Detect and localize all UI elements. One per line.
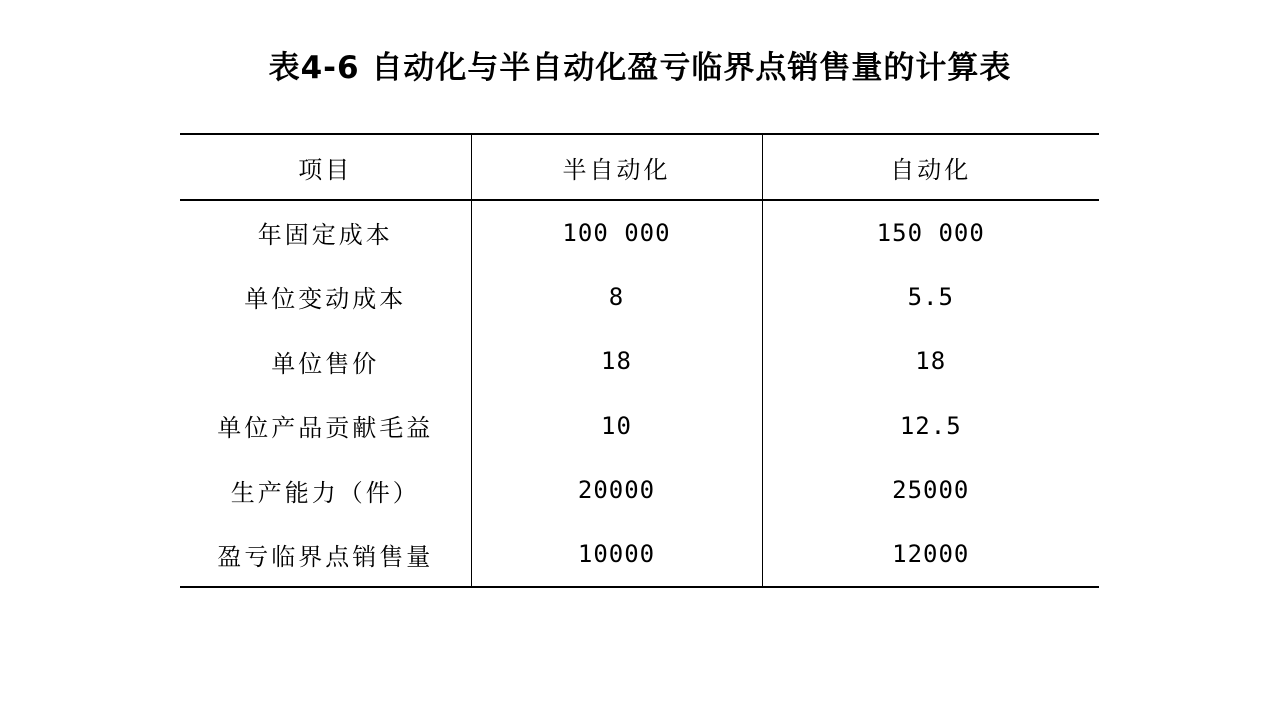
automatic-value: 150 000 — [876, 218, 985, 247]
header-automatic: 自动化 — [890, 155, 972, 184]
table-row — [180, 265, 1099, 330]
row-label: 单位变动成本 — [180, 265, 471, 330]
table-header-row — [180, 134, 1099, 200]
semi-automatic-value: 8 — [471, 265, 762, 330]
semi-automatic-value: 18 — [471, 329, 762, 394]
automatic-value: 5.5 — [907, 282, 954, 311]
table-row — [180, 523, 1099, 588]
row-label: 盈亏临界点销售量 — [180, 523, 471, 588]
header-semi-automatic: 半自动化 — [471, 134, 762, 200]
row-label: 生产能力（件） — [180, 458, 471, 523]
row-label: 单位产品贡献毛益 — [180, 394, 471, 459]
table-row — [180, 458, 1099, 523]
row-label: 单位售价 — [180, 329, 471, 394]
table-row — [180, 329, 1099, 394]
automatic-value: 12.5 — [899, 411, 962, 440]
automatic-value: 25000 — [892, 476, 970, 505]
semi-automatic-value: 10 — [471, 394, 762, 459]
row-label: 年固定成本 — [180, 200, 471, 265]
automatic-value: 12000 — [892, 540, 970, 569]
header-item: 项目 — [180, 134, 471, 200]
semi-automatic-value: 20000 — [471, 458, 762, 523]
automatic-value: 18 — [915, 347, 947, 376]
table-row — [180, 394, 1099, 459]
table-row — [180, 200, 1099, 265]
cost-comparison-table — [180, 133, 1099, 588]
table-title: 表4-6 自动化与半自动化盈亏临界点销售量的计算表 — [268, 50, 1012, 86]
semi-automatic-value: 100 000 — [471, 200, 762, 265]
semi-automatic-value: 10000 — [471, 523, 762, 588]
